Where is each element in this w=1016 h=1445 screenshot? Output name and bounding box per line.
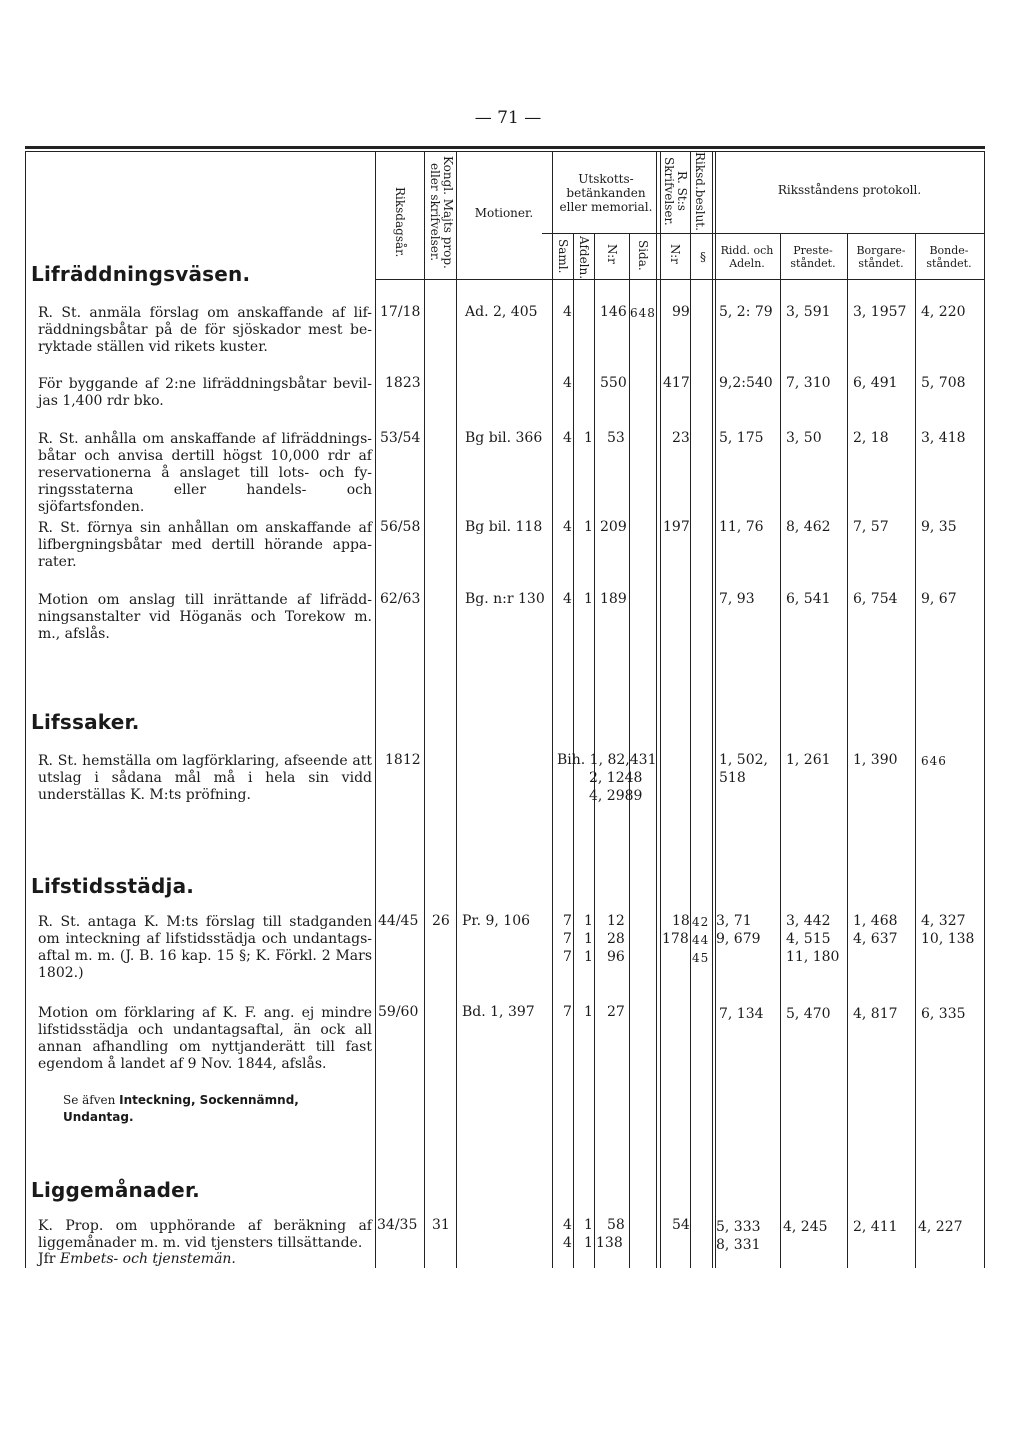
ridd: 11, 76 <box>719 519 764 535</box>
year: 1812 <box>385 752 421 768</box>
motion: Bd. 1, 397 <box>462 1004 535 1020</box>
bihang-1: Bih. 1, 82,431 <box>557 752 657 768</box>
borgare: 7, 57 <box>853 519 889 535</box>
header-motioner: Motioner. <box>474 206 534 220</box>
preste: 3, 442 <box>786 913 831 929</box>
bonde: 6, 335 <box>921 1006 966 1022</box>
ridd: 5, 2: 79 <box>719 304 773 320</box>
header-rsts-nr: N:r <box>668 244 682 264</box>
header-riksd: Riksd.beslut. <box>693 151 707 231</box>
preste: 8, 462 <box>786 519 831 535</box>
row-description: R. St. antaga K. M:ts förslag till stadganden om inteckning af lifstidsstädja och undantags- aftal m. m. (J. B. 16 kap. 15 §; K. Förkl. 2 Mars 1802.) <box>38 914 372 981</box>
borgare: 6, 491 <box>853 375 898 391</box>
bonde: 5, 708 <box>921 375 966 391</box>
motion: Pr. 9, 106 <box>462 913 531 929</box>
header-nr: N:r <box>605 244 619 264</box>
nr: 28 <box>607 931 625 947</box>
kongl-prop: 31 <box>432 1217 450 1233</box>
year: 34/35 <box>377 1217 418 1233</box>
ridd: 3, 71 <box>716 913 752 929</box>
preste: 4, 245 <box>783 1219 828 1235</box>
skrifvelse-nr: 18 <box>672 913 690 929</box>
header-riksdagsar: Riksdagsår. <box>393 186 407 258</box>
ridd: 8, 331 <box>716 1237 761 1253</box>
row-description: K. Prop. om upphörande af beräkning af liggemånader m. m. vid tjensters tillsättande. <box>38 1218 372 1251</box>
row-description: R. St. anmäla förslag om anskaffande af lif- räddningsbåtar på de för sjöskador mest be- ryktade ställen vid rikets kuster. <box>38 305 372 355</box>
borgare: 2, 18 <box>853 430 889 446</box>
paragraph: 44 <box>692 933 710 947</box>
row-description: R. St. hemställa om lagförklaring, afseende att utslag i sådana mål må i hela sin vidd underställas K. M:ts pröfning. <box>38 753 372 803</box>
preste: 1, 261 <box>786 752 831 768</box>
nr: 146 <box>600 304 627 320</box>
ridd: 5, 333 <box>716 1219 761 1235</box>
paragraph: 45 <box>692 951 710 965</box>
year: 56/58 <box>380 519 421 535</box>
saml: 4 <box>563 1235 572 1251</box>
preste: 11, 180 <box>786 949 840 965</box>
row-description: Motion om anslag till inrättande af lifrädd- ningsanstalter vid Höganäs och Torekow m. m., afslås. <box>38 592 372 642</box>
bonde: 3, 418 <box>921 430 966 446</box>
year: 53/54 <box>380 430 421 446</box>
row-description: R. St. anhålla om anskaffande af lifräddnings- båtar och anvisa dertill högst 10,000 rdr af reservationerna å anslaget till lots- och fy- ringsstaterna eller handels- och sjöfartsfonden. <box>38 431 372 515</box>
afdeln: 1 <box>584 430 593 446</box>
see-also <box>63 1092 373 1126</box>
afdeln: 1 <box>584 1235 593 1251</box>
nr: 53 <box>607 430 625 446</box>
header-utskotts: Utskotts- betänkanden eller memorial. <box>559 172 653 214</box>
section-title-liggemanader: Liggemånader. <box>31 1178 200 1202</box>
saml: 7 <box>563 931 572 947</box>
preste: 4, 515 <box>786 931 831 947</box>
borgare: 2, 411 <box>853 1219 898 1235</box>
afdeln: 1 <box>584 931 593 947</box>
see-also-prefix: Se äfven <box>63 1093 116 1107</box>
nr: 27 <box>607 1004 625 1020</box>
saml: 4 <box>563 430 572 446</box>
nr: 12 <box>607 913 625 929</box>
year: 62/63 <box>380 591 421 607</box>
saml: 7 <box>563 1004 572 1020</box>
nr: 189 <box>600 591 627 607</box>
borgare: 3, 1957 <box>853 304 907 320</box>
borgare: 1, 390 <box>853 752 898 768</box>
section-title-lifstidsstadja: Lifstidsstädja. <box>31 874 195 898</box>
year: 1823 <box>385 375 421 391</box>
bonde: 10, 138 <box>921 931 975 947</box>
header-preste: Preste- ståndet. <box>790 244 836 270</box>
header-protokoll: Riksståndens protokoll. <box>777 183 922 197</box>
saml: 7 <box>563 913 572 929</box>
bihang-2: 2, 1248 <box>589 770 643 786</box>
header-kongl: Kongl. Majts prop. eller skrifvelser. <box>428 155 455 269</box>
jfr-prefix: Jfr <box>38 1251 56 1267</box>
afdeln: 1 <box>584 913 593 929</box>
header-ridd: Ridd. och Adeln. <box>720 244 774 270</box>
bonde: 4, 227 <box>918 1219 963 1235</box>
header-riksd-par: § <box>696 250 710 264</box>
ridd: 9, 679 <box>716 931 761 947</box>
ridd: 7, 93 <box>719 591 755 607</box>
section-title-lifraddningsvasen: Lifräddningsväsen. <box>31 262 251 286</box>
motion: Bg bil. 366 <box>465 430 543 446</box>
borgare: 4, 637 <box>853 931 898 947</box>
afdeln: 1 <box>584 591 593 607</box>
skrifvelse-nr: 23 <box>672 430 690 446</box>
nr: 209 <box>600 519 627 535</box>
ridd: 7, 134 <box>719 1006 764 1022</box>
nr: 138 <box>596 1235 623 1251</box>
header-borgare: Borgare- ståndet. <box>856 244 906 270</box>
saml: 7 <box>563 949 572 965</box>
header-sida: Sida. <box>636 240 650 271</box>
header-bonde: Bonde- ståndet. <box>926 244 972 270</box>
borgare: 1, 468 <box>853 913 898 929</box>
preste: 6, 541 <box>786 591 831 607</box>
paragraph: 42 <box>692 915 710 929</box>
ridd: 9,2:540 <box>719 375 773 391</box>
afdeln: 1 <box>584 1217 593 1233</box>
year: 17/18 <box>380 304 421 320</box>
afdeln: 1 <box>584 1004 593 1020</box>
saml: 4 <box>563 519 572 535</box>
row-description: För byggande af 2:ne lifräddningsbåtar bevil- jas 1,400 rdr bko. <box>38 376 372 409</box>
skrifvelse-nr: 178 <box>662 931 689 947</box>
bonde: 646 <box>921 754 947 768</box>
header-rsts: R. St:s Skrifvelser. <box>662 156 689 226</box>
saml: 4 <box>563 591 572 607</box>
motion: Ad. 2, 405 <box>465 304 538 320</box>
preste: 7, 310 <box>786 375 831 391</box>
bonde: 4, 220 <box>921 304 966 320</box>
skrifvelse-nr: 99 <box>672 304 690 320</box>
preste: 3, 591 <box>786 304 831 320</box>
kongl-prop: 26 <box>432 913 450 929</box>
header-afdeln: Afdeln. <box>577 236 591 280</box>
jfr-ref: Embets- och tjenstemän. <box>59 1251 236 1267</box>
ridd: 5, 175 <box>719 430 764 446</box>
page-number: — 71 — <box>474 108 542 128</box>
saml: 4 <box>563 304 572 320</box>
motion: Bg bil. 118 <box>465 519 543 535</box>
saml: 4 <box>563 375 572 391</box>
motion: Bg. n:r 130 <box>465 591 545 607</box>
nr: 96 <box>607 949 625 965</box>
bonde: 9, 67 <box>921 591 957 607</box>
preste: 3, 50 <box>786 430 822 446</box>
row-description: Motion om förklaring af K. F. ang. ej mindre lifstidsstädja och undantagsaftal, än ock all annan afhandling om nyttjanderätt till fast egendom å landet af 9 Nov. 1844, afslås. <box>38 1005 372 1072</box>
ridd: 1, 502, 518 <box>719 752 768 786</box>
nr: 58 <box>607 1217 625 1233</box>
sida: 648 <box>630 306 656 320</box>
afdeln: 1 <box>584 519 593 535</box>
see-also-refs: Inteckning, Sockennämnd, Undantag. <box>63 1093 299 1124</box>
section-title-lifssaker: Lifssaker. <box>31 710 140 734</box>
header-saml: Saml. <box>556 238 570 274</box>
preste: 5, 470 <box>786 1006 831 1022</box>
saml: 4 <box>563 1217 572 1233</box>
borgare: 4, 817 <box>853 1006 898 1022</box>
year: 44/45 <box>378 913 419 929</box>
row-description: R. St. förnya sin anhållan om anskaffande af lifbergningsbåtar med dertill hörande appa- rater. <box>38 520 372 570</box>
borgare: 6, 754 <box>853 591 898 607</box>
skrifvelse-nr: 54 <box>672 1217 690 1233</box>
jfr-note <box>38 1251 236 1267</box>
skrifvelse-nr: 197 <box>663 519 690 535</box>
afdeln: 1 <box>584 949 593 965</box>
bihang-3: 4, 2989 <box>589 788 643 804</box>
nr: 550 <box>600 375 627 391</box>
skrifvelse-nr: 417 <box>663 375 690 391</box>
bonde: 9, 35 <box>921 519 957 535</box>
bonde: 4, 327 <box>921 913 966 929</box>
year: 59/60 <box>378 1004 419 1020</box>
